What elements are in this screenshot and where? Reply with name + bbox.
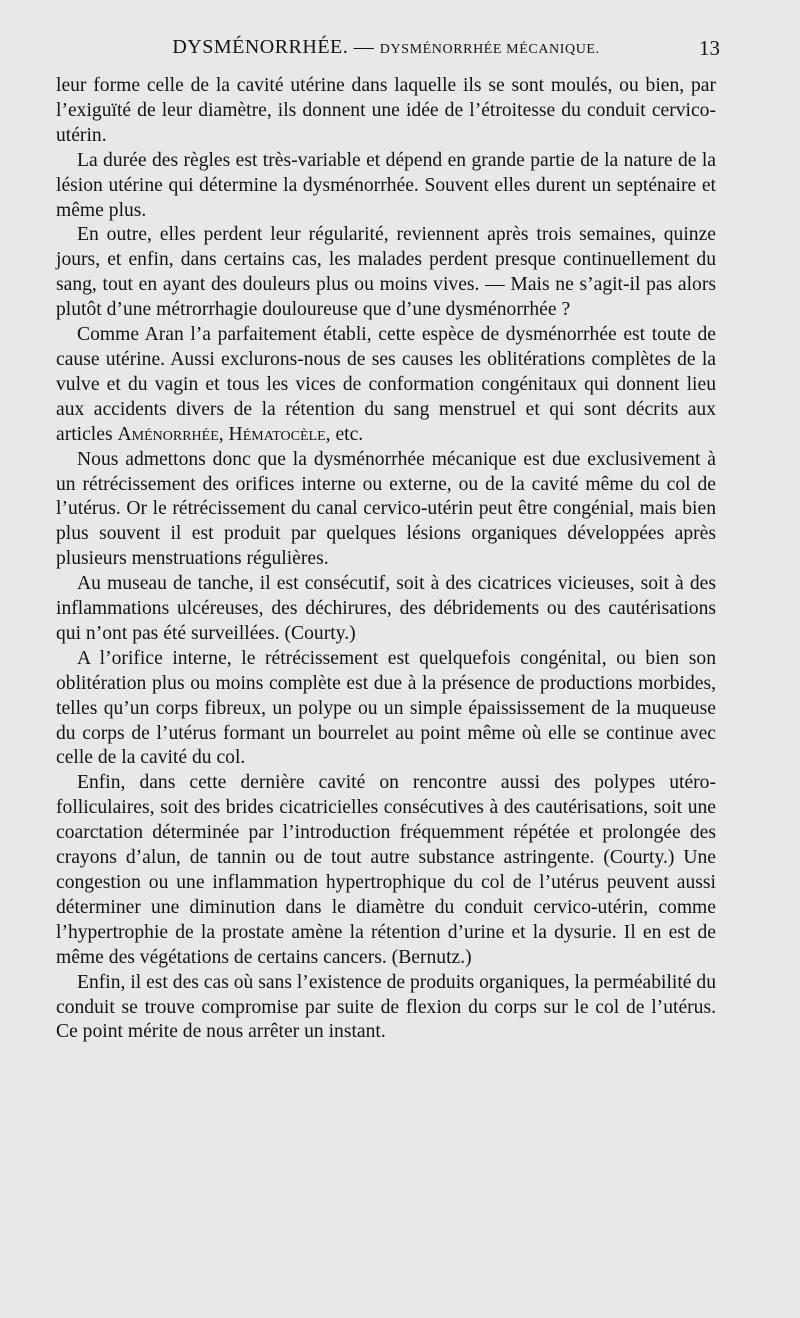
header-separator: — xyxy=(353,36,375,58)
paragraph-2: La durée des règles est très-variable et dépend en grande partie de la nature de la lésion utérine qui détermine la dysménorrhée. Souvent elles durent un septénaire et même plus. xyxy=(56,149,716,221)
paragraph-4-text-after: , etc. xyxy=(325,423,364,445)
paragraph-4-text-middle: , xyxy=(218,423,229,445)
paragraph-7: A l’orifice interne, le rétrécissement est quelquefois congénital, ou bien son oblitération plus ou moins complète est due à la présence de productions morbides, telles qu’un corps fibreux, un polype ou un simple épaississement de la muqueuse du corps de l’utérus formant un bourrelet au point même où elle se continue avec celle de la cavité du col. xyxy=(56,647,716,769)
body-text xyxy=(56,74,716,1045)
paragraph-4 xyxy=(56,323,716,448)
header-title-sub: DYSMÉNORRHÉE MÉCANIQUE. xyxy=(379,42,600,57)
cross-reference-amenorrhee: Aménorrhée xyxy=(117,423,219,445)
cross-reference-hematocele: Hématocèle xyxy=(228,423,326,445)
paragraph-1: leur forme celle de la cavité utérine dans laquelle ils se sont moulés, ou bien, par l’exiguïté de leur diamètre, ils donnent une idée de l’étroitesse du conduit cervico-utérin. xyxy=(56,75,716,146)
paragraph-6: Au museau de tanche, il est consécutif, soit à des cicatrices vicieuses, soit à des inflammations ulcéreuses, des déchirures, des débridements ou des cautérisations qui n’ont pas été surveillées. (Courty.) xyxy=(56,573,716,644)
running-title xyxy=(56,36,716,59)
paragraph-5: Nous admettons donc que la dysménorrhée mécanique est due exclusivement à un rétrécissement des orifices interne ou externe, ou de la cavité même du col de l’utérus. Or le rétrécissement du canal cervico-utérin peut être congénial, mais bien plus souvent il est produit par quelques lésions organiques développées après plusieurs menstruations régulières. xyxy=(56,448,716,570)
paragraph-9: Enfin, il est des cas où sans l’existence de produits organiques, la perméabilité du conduit se trouve compromise par suite de flexion du corps sur le col de l’utérus. Ce point mérite de nous arrêter un instant. xyxy=(56,971,716,1043)
paragraph-3: En outre, elles perdent leur régularité, reviennent après trois semaines, quinze jours, et enfin, dans certains cas, les malades perdent presque continuellement du sang, tout en ayant des douleurs plus ou moins vives. — Mais ne s’agit-il pas alors plutôt d’une métrorrhagie douloureuse que d’une dysménorrhée ? xyxy=(56,224,716,321)
paragraph-4-text-before: Comme Aran l’a parfaitement établi, cette espèce de dysménorrhée est toute de cause utérine. Aussi exclurons-nous de ses causes les oblitérations complètes de la vulve et du vagin et tous les vices de conformation congénitaux qui donnent lieu aux accidents divers de la rétention du sang menstruel et qui sont décrits aux articles xyxy=(56,324,716,445)
running-header xyxy=(56,36,720,66)
page-number: 13 xyxy=(699,36,720,60)
header-title-main: DYSMÉNORRHÉE. xyxy=(172,36,349,58)
paragraph-8: Enfin, dans cette dernière cavité on rencontre aussi des polypes utéro-folliculaires, soit des brides cicatricielles consécutives à des cautérisations, soit une coarctation déterminée par l’introduction fréquemment répétée et prolongée des crayons d’alun, de tannin ou de tout autre substance astringente. (Courty.) Une congestion ou une inflammation hypertrophique du col de l’utérus peuvent aussi déterminer une diminution dans le diamètre du conduit cervico-utérin, comme l’hypertrophie de la prostate amène la rétention d’urine et la dysurie. Il en est de même des végétations de certains cancers. (Bernutz.) xyxy=(56,772,716,968)
